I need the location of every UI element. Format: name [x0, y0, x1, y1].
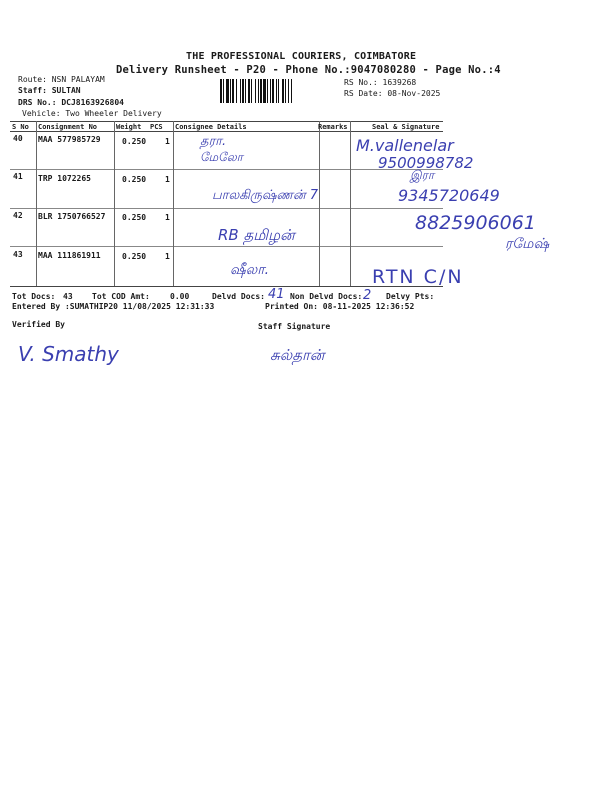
barcode-bar: [291, 79, 292, 103]
row-sno: 41: [13, 172, 23, 181]
handwritten-seal: M.vallenelar: [356, 136, 454, 155]
barcode-bar: [242, 79, 244, 103]
printed-on: Printed On: 08-11-2025 12:36:52: [265, 302, 415, 311]
row-sno: 43: [13, 250, 23, 259]
row-weight: 0.250: [122, 175, 147, 184]
barcode-bar: [245, 79, 246, 103]
delvd-docs-label: Delvd Docs:: [212, 292, 265, 301]
column-divider: [114, 121, 115, 286]
barcode-bar: [236, 79, 237, 103]
vehicle-label: Vehicle: Two Wheeler Delivery: [22, 109, 162, 118]
drs-number: DRS No.: DCJ8163926804: [18, 98, 124, 107]
barcode-bar: [251, 79, 252, 103]
tot-cod-value: 0.00: [170, 292, 190, 301]
header-consignee: Consignee Details: [175, 123, 247, 131]
row-pcs: 1: [165, 213, 170, 222]
row-pcs: 1: [165, 252, 170, 261]
runsheet-title: Delivery Runsheet - P20 - Phone No.:9047080280 - Page No.:4: [116, 64, 501, 76]
tot-docs-label: Tot Docs:: [12, 292, 56, 301]
barcode-bar: [260, 79, 262, 103]
handwritten-seal: RTN C/N: [372, 266, 464, 288]
table-header-rule: [10, 131, 443, 132]
rs-number: RS No.: 1639268: [344, 78, 417, 87]
row-weight: 0.250: [122, 252, 147, 261]
barcode-bar: [220, 79, 222, 103]
barcode-bar: [230, 79, 231, 103]
handwritten-consignee: ஷீலா.: [230, 262, 270, 278]
header-pcs: PCS: [150, 123, 163, 131]
non-delvd-label: Non Delvd Docs:: [290, 292, 363, 301]
barcode-bar: [272, 79, 274, 103]
row-divider: [10, 208, 443, 209]
non-delvd-handwritten: 2: [363, 288, 372, 303]
handwritten-seal: ரமேஷ்: [505, 236, 550, 252]
row-consignment: BLR 1750766527: [38, 212, 106, 221]
handwritten-consignee: தரா.: [200, 134, 227, 149]
barcode: [220, 79, 340, 103]
header-remarks: Remarks: [318, 123, 348, 131]
row-weight: 0.250: [122, 137, 147, 146]
barcode-bar: [278, 79, 279, 103]
barcode-bar: [263, 79, 266, 103]
handwritten-consignee: RB தமிழன்: [218, 226, 295, 244]
row-pcs: 1: [165, 175, 170, 184]
barcode-bar: [223, 79, 224, 103]
entered-by: Entered By :SUMATHIP20 11/08/2025 12:31:33: [12, 302, 215, 311]
row-consignment: TRP 1072265: [38, 174, 91, 183]
column-divider: [319, 121, 320, 286]
delvd-docs-handwritten: 41: [268, 287, 285, 302]
rs-date: RS Date: 08-Nov-2025: [344, 89, 441, 98]
handwritten-consignee: பாலகிருஷ்ணன் 7: [212, 188, 319, 203]
header-consignment: Consignment No: [38, 123, 98, 131]
staff-signature: சுல்தான்: [270, 346, 325, 364]
barcode-bar: [267, 79, 268, 103]
verified-signature: V. Smathy: [18, 342, 119, 366]
header-sno: S No: [12, 123, 29, 131]
handwritten-seal: 9500998782: [378, 154, 474, 172]
column-divider: [36, 121, 37, 286]
barcode-bar: [240, 79, 241, 103]
verified-by-label: Verified By: [12, 320, 65, 329]
handwritten-consignee: மேலோ: [200, 150, 243, 164]
staff-label: Staff: SULTAN: [18, 86, 81, 95]
barcode-bar: [276, 79, 277, 103]
barcode-bar: [288, 79, 289, 103]
row-divider: [10, 246, 443, 247]
barcode-bar: [270, 79, 271, 103]
company-title: THE PROFESSIONAL COURIERS, COIMBATORE: [186, 51, 417, 62]
barcode-bar: [285, 79, 286, 103]
row-sno: 42: [13, 211, 23, 220]
staff-signature-label: Staff Signature: [258, 322, 331, 331]
table-top-rule: [10, 121, 443, 122]
barcode-bar: [255, 79, 256, 103]
row-sno: 40: [13, 134, 23, 143]
row-consignment: MAA 111861911: [38, 251, 101, 260]
row-weight: 0.250: [122, 213, 147, 222]
column-divider: [350, 121, 351, 286]
delvy-pts-label: Delvy Pts:: [386, 292, 435, 301]
header-seal: Seal & Signature: [372, 123, 440, 131]
barcode-bar: [232, 79, 234, 103]
barcode-bar: [258, 79, 259, 103]
barcode-bar: [248, 79, 250, 103]
row-consignment: MAA 577985729: [38, 135, 101, 144]
barcode-bar: [226, 79, 229, 103]
route-label: Route: NSN PALAYAM: [18, 75, 105, 84]
column-divider: [173, 121, 174, 286]
tot-docs-value: 43: [63, 292, 73, 301]
header-weight: Weight: [116, 123, 142, 131]
handwritten-seal: 8825906061: [415, 212, 536, 234]
row-pcs: 1: [165, 137, 170, 146]
tot-cod-label: Tot COD Amt:: [92, 292, 150, 301]
handwritten-seal: 9345720649: [398, 186, 500, 205]
handwritten-seal: இரா: [410, 168, 435, 182]
barcode-bar: [282, 79, 284, 103]
